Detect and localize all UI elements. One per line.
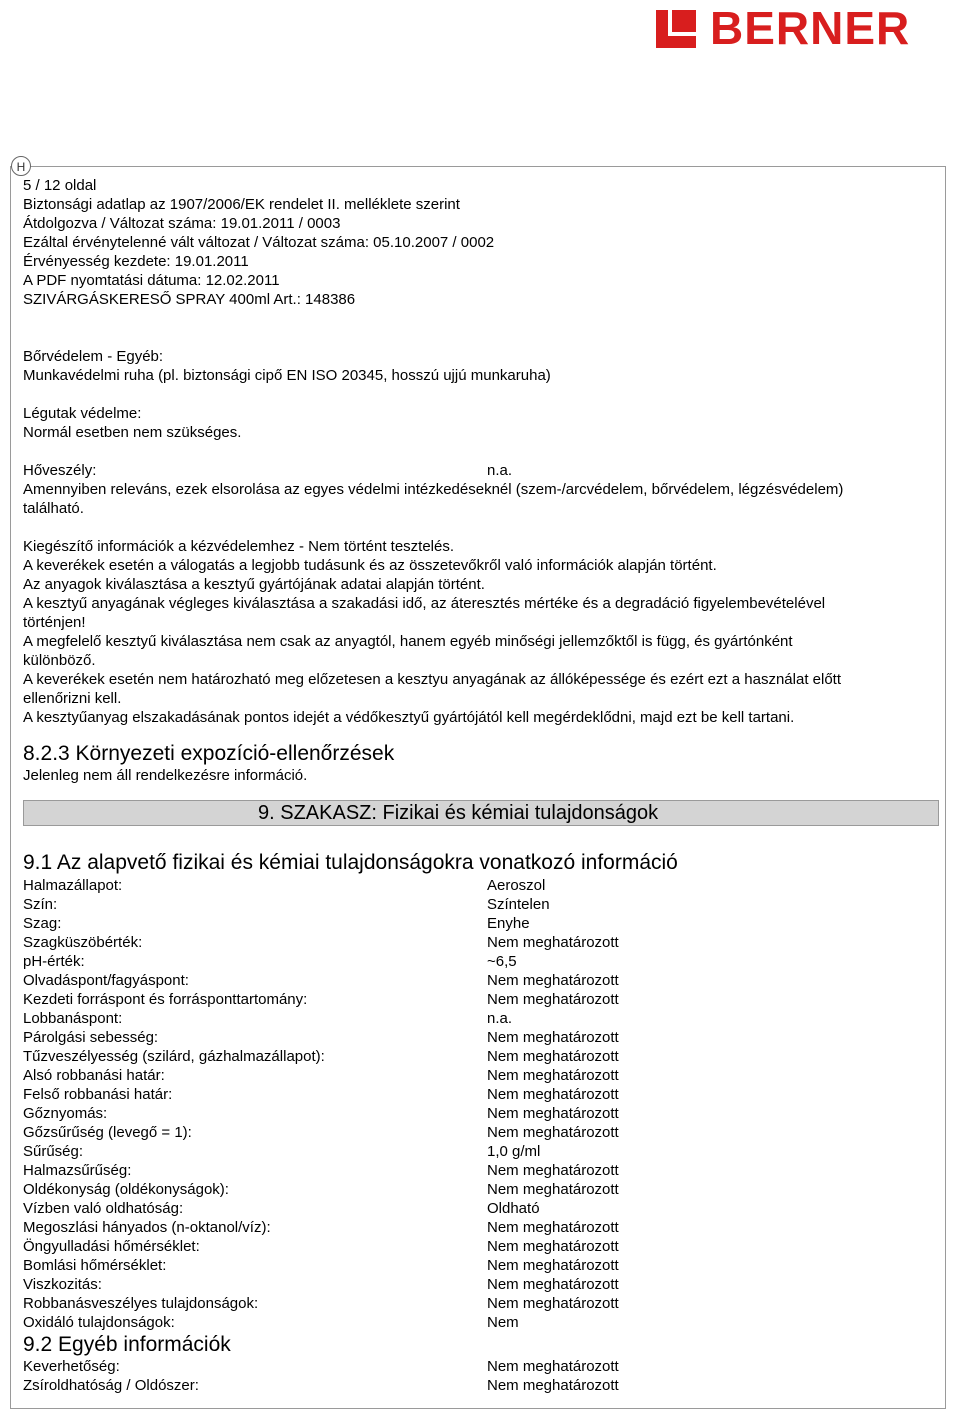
property-label: Lobbanáspont:	[23, 1010, 123, 1027]
property-label: Kezdeti forráspont és forrásponttartomány:	[23, 991, 308, 1008]
property-value: Nem meghatározott	[487, 1029, 619, 1046]
property-value: n.a.	[487, 1010, 513, 1027]
property-value: Nem meghatározott	[487, 1295, 619, 1312]
section-9-title: 9. SZAKASZ: Fizikai és kémiai tulajdonságok	[258, 802, 659, 824]
header-regulation: Biztonsági adatlap az 1907/2006/EK rendelet II. melléklete szerint	[23, 196, 460, 213]
logo-wordmark: BERNER	[710, 2, 911, 54]
env-exposure-heading: 8.2.3 Környezeti expozíció-ellenőrzések	[23, 742, 395, 765]
glove-line: ellenőrizni kell.	[23, 690, 122, 707]
heat-hazard-title: Hőveszély:	[23, 462, 97, 479]
property-value: Nem meghatározott	[487, 1105, 619, 1122]
property-value: Aeroszol	[487, 877, 546, 894]
property-label: Gőznyomás:	[23, 1105, 108, 1122]
property-value: Nem meghatározott	[487, 972, 619, 989]
other-value: Nem meghatározott	[487, 1358, 619, 1375]
property-label: Tűzveszélyesség (szilárd, gázhalmazállapot):	[23, 1048, 325, 1065]
skin-protection-text: Munkavédelmi ruha (pl. biztonsági cipő EN ISO 20345, hosszú ujjú munkaruha)	[23, 367, 551, 384]
property-label: Viszkozitás:	[23, 1276, 102, 1293]
property-label: Gőzsűrűség (levegő = 1):	[23, 1124, 192, 1141]
glove-line: történjen!	[23, 614, 86, 631]
property-value: Oldható	[487, 1200, 540, 1217]
property-label: Vízben való oldhatóság:	[23, 1200, 184, 1217]
property-value: Nem meghatározott	[487, 934, 619, 951]
property-value: Nem	[487, 1314, 519, 1331]
property-label: Halmazsűrűség:	[23, 1162, 132, 1179]
subsection-9-2-heading: 9.2 Egyéb információk	[23, 1333, 231, 1356]
property-label: Öngyulladási hőmérséklet:	[23, 1238, 200, 1255]
property-label: Megoszlási hányados (n-oktanol/víz):	[23, 1219, 271, 1236]
heat-hazard-line2: található.	[23, 500, 84, 517]
glove-line: A kesztyű anyagának végleges kiválasztása a szakadási idő, az áteresztés mértéke és a degradáció figyelembevételével	[23, 595, 826, 612]
other-label: Zsíroldhatóság / Oldószer:	[23, 1377, 199, 1394]
env-exposure-text: Jelenleg nem áll rendelkezésre információ.	[23, 767, 308, 784]
property-value: Nem meghatározott	[487, 1048, 619, 1065]
property-label: Szag:	[23, 915, 62, 932]
respiratory-title: Légutak védelme:	[23, 405, 142, 422]
glove-line: A megfelelő kesztyű kiválasztása nem csak az anyagtól, hanem egyéb minőségi jellemzőktől is függ, és gyártónként	[23, 633, 793, 650]
property-label: Olvadáspont/fagyáspont:	[23, 972, 189, 989]
other-label: Keverhetőség:	[23, 1358, 120, 1375]
header-revision: Átdolgozva / Változat száma: 19.01.2011 / 0003	[23, 215, 341, 232]
property-value: Színtelen	[487, 896, 550, 913]
property-value: Nem meghatározott	[487, 1067, 619, 1084]
glove-line: Az anyagok kiválasztása a kesztyű gyártójának adatai alapján történt.	[23, 576, 485, 593]
property-value: Nem meghatározott	[487, 1238, 619, 1255]
property-value: Nem meghatározott	[487, 1219, 619, 1236]
property-value: Nem meghatározott	[487, 1086, 619, 1103]
header-superseded: Ezáltal érvénytelenné vált változat / Változat száma: 05.10.2007 / 0002	[23, 234, 495, 251]
property-value: Enyhe	[487, 915, 530, 932]
other-value: Nem meghatározott	[487, 1377, 619, 1394]
property-value: Nem meghatározott	[487, 1124, 619, 1141]
heat-hazard-value: n.a.	[487, 462, 513, 479]
page-number: 5 / 12 oldal	[23, 177, 97, 194]
property-label: pH-érték:	[23, 953, 85, 970]
property-value: Nem meghatározott	[487, 1162, 619, 1179]
header-product: SZIVÁRGÁSKERESŐ SPRAY 400ml Art.: 148386	[23, 291, 356, 308]
country-badge: H	[11, 156, 31, 176]
berner-logo	[656, 2, 956, 54]
respiratory-text: Normál esetben nem szükséges.	[23, 424, 242, 441]
property-label: Sűrűség:	[23, 1143, 84, 1160]
property-label: Oldékonyság (oldékonyságok):	[23, 1181, 229, 1198]
property-value: ~6,5	[487, 953, 517, 970]
property-value: Nem meghatározott	[487, 1276, 619, 1293]
property-label: Szín:	[23, 896, 58, 913]
property-value: 1,0 g/ml	[487, 1143, 541, 1160]
glove-line: A keverékek esetén nem határozható meg előzetesen a kesztyu anyagának az állóképessége és ezért ezt a használat előtt	[23, 671, 842, 688]
property-label: Bomlási hőmérséklet:	[23, 1257, 167, 1274]
section-9-bar	[23, 800, 939, 826]
berner-logo-mark-icon	[656, 6, 704, 50]
property-label: Oxidáló tulajdonságok:	[23, 1314, 175, 1331]
property-label: Robbanásveszélyes tulajdonságok:	[23, 1295, 259, 1312]
property-value: Nem meghatározott	[487, 991, 619, 1008]
header-print-date: A PDF nyomtatási dátuma: 12.02.2011	[23, 272, 280, 289]
property-value: Nem meghatározott	[487, 1257, 619, 1274]
property-label: Halmazállapot:	[23, 877, 123, 894]
header-valid-from: Érvényesség kezdete: 19.01.2011	[23, 253, 249, 270]
property-label: Párolgási sebesség:	[23, 1029, 159, 1046]
glove-line: különböző.	[23, 652, 96, 669]
glove-line: A keverékek esetén a válogatás a legjobb tudásunk és az összetevőkről való információk alapján történt.	[23, 557, 717, 574]
skin-protection-title: Bőrvédelem - Egyéb:	[23, 348, 164, 365]
heat-hazard-line1: Amennyiben releváns, ezek elsorolása az egyes védelmi intézkedéseknél (szem-/arcvédelem, bőrvédelem, légzésvédelem)	[23, 481, 844, 498]
subsection-9-1-heading: 9.1 Az alapvető fizikai és kémiai tulajdonságokra vonatkozó információ	[23, 851, 678, 874]
property-label: Szagküszöbérték:	[23, 934, 143, 951]
property-label: Felső robbanási határ:	[23, 1086, 173, 1103]
glove-line: Kiegészítő információk a kézvédelemhez - Nem történt tesztelés.	[23, 538, 455, 555]
property-value: Nem meghatározott	[487, 1181, 619, 1198]
property-label: Alsó robbanási határ:	[23, 1067, 165, 1084]
glove-line: A kesztyűanyag elszakadásának pontos idejét a védőkesztyű gyártójától kell megérdeklődni, majd ezt be kell tartani.	[23, 709, 795, 726]
